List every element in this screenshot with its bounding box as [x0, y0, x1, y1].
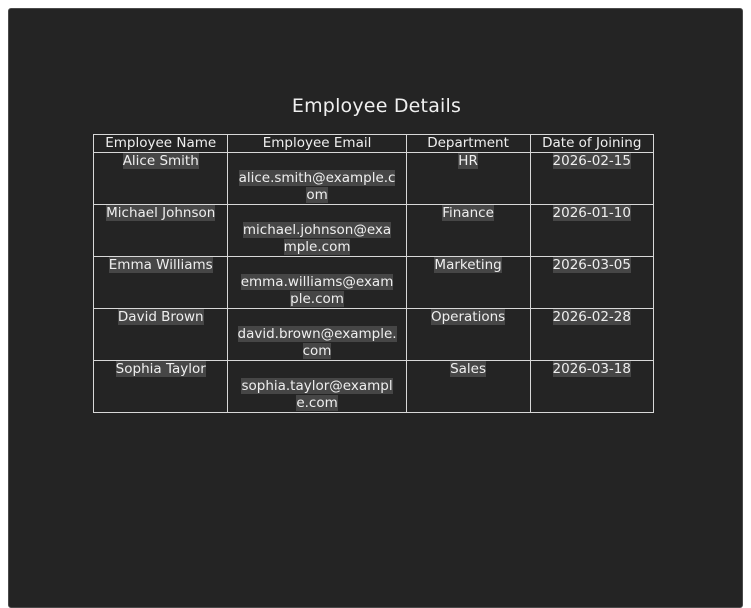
header-employee-email: Employee Email [228, 135, 406, 153]
employee-date-of-joining: 2026-01-10 [552, 205, 631, 221]
cell-email [228, 257, 406, 309]
cell-name [94, 205, 228, 257]
cell-date [530, 153, 653, 205]
employee-date-of-joining: 2026-03-18 [552, 361, 631, 377]
header-date-of-joining: Date of Joining [530, 135, 653, 153]
cell-department [406, 205, 530, 257]
cell-department [406, 257, 530, 309]
employee-email: michael.johnson@example.com [242, 222, 392, 255]
employee-email: david.brown@example.com [237, 326, 397, 359]
table-row [94, 205, 654, 257]
cell-department [406, 361, 530, 413]
header-employee-name: Employee Name [94, 135, 228, 153]
employee-table [93, 134, 654, 413]
page-container [8, 8, 743, 608]
cell-name [94, 153, 228, 205]
table-row [94, 309, 654, 361]
employee-name: Alice Smith [122, 153, 199, 169]
cell-name [94, 361, 228, 413]
page-title: Employee Details [291, 95, 462, 117]
cell-date [530, 205, 653, 257]
table-row [94, 257, 654, 309]
table-row [94, 153, 654, 205]
cell-department [406, 153, 530, 205]
table-header-row [94, 135, 654, 153]
cell-date [530, 257, 653, 309]
employee-date-of-joining: 2026-03-05 [552, 257, 631, 273]
cell-name [94, 257, 228, 309]
employee-department: Operations [430, 309, 506, 325]
cell-department [406, 309, 530, 361]
employee-name: Emma Williams [108, 257, 213, 273]
cell-email [228, 153, 406, 205]
employee-name: David Brown [117, 309, 204, 325]
employee-email: sophia.taylor@example.com [241, 378, 393, 411]
employee-name: Michael Johnson [106, 205, 216, 221]
cell-date [530, 309, 653, 361]
cell-email [228, 361, 406, 413]
cell-email [228, 309, 406, 361]
employee-department: Finance [442, 205, 494, 221]
employee-department: HR [458, 153, 478, 169]
employee-email: alice.smith@example.com [238, 170, 396, 203]
table-row [94, 361, 654, 413]
employee-department: Marketing [434, 257, 502, 273]
employee-date-of-joining: 2026-02-28 [552, 309, 631, 325]
cell-date [530, 361, 653, 413]
employee-name: Sophia Taylor [115, 361, 206, 377]
employee-department: Sales [450, 361, 487, 377]
employee-email: emma.williams@example.com [240, 274, 394, 307]
cell-email [228, 205, 406, 257]
employee-date-of-joining: 2026-02-15 [552, 153, 631, 169]
header-department: Department [406, 135, 530, 153]
cell-name [94, 309, 228, 361]
